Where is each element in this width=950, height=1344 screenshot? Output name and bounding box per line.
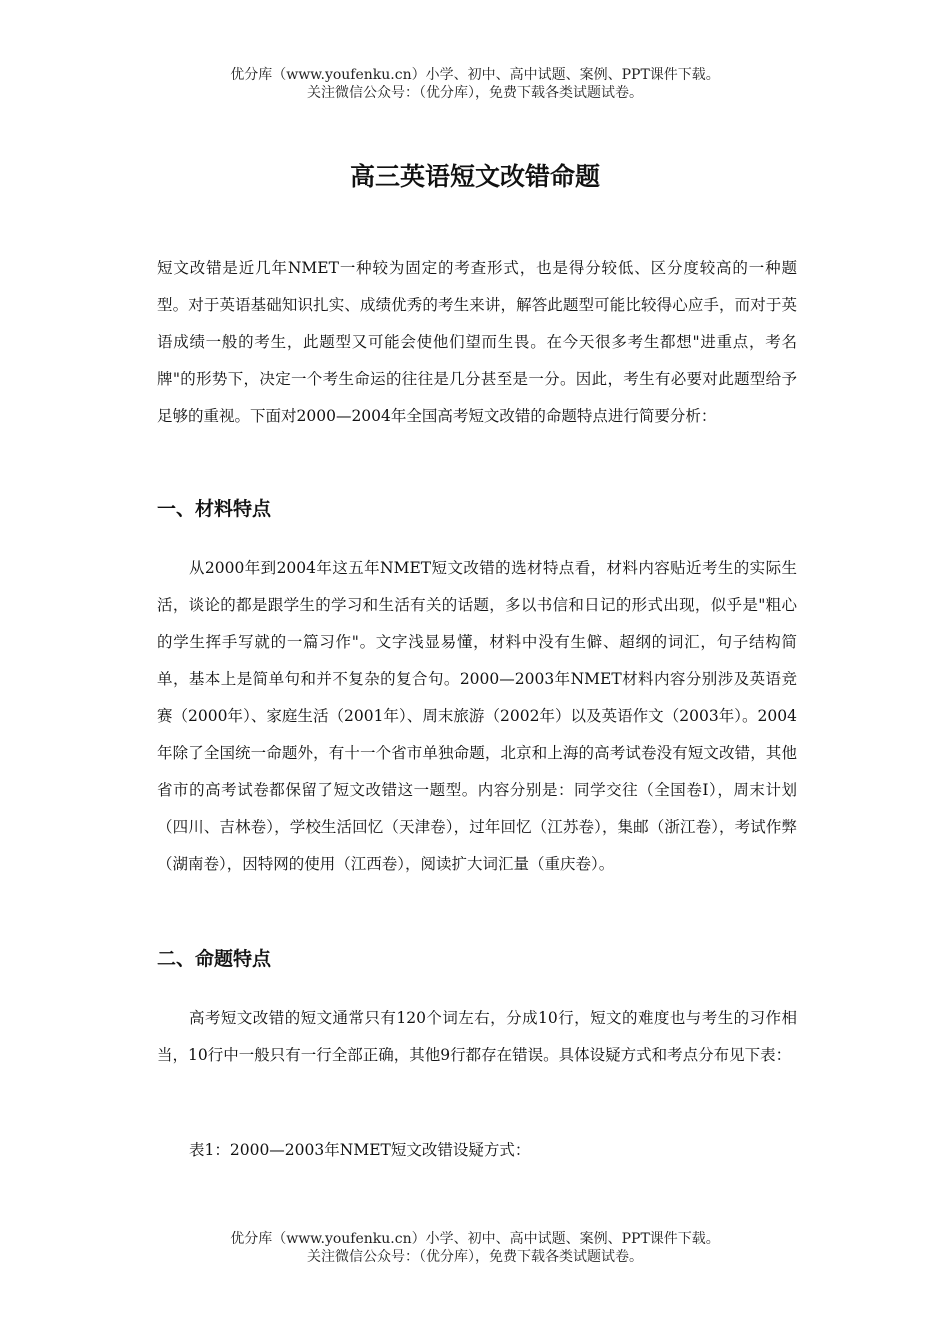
footer-line-2: 关注微信公众号：（优分库），免费下载各类试题试卷。 <box>307 1249 643 1265</box>
proposition-paragraph: 高考短文改错的短文通常只有120个词左右，分成10行，短文的难度也与考生的习作相当，10行中一般只有一行全部正确，其他9行都存在错误。具体设疑方式和考点分布见下表： <box>157 1009 797 1064</box>
page-header <box>0 66 950 102</box>
header-line-2: 关注微信公众号：（优分库），免费下载各类试题试卷。 <box>307 85 643 101</box>
table-caption: 表1：2000—2003年NMET短文改错设疑方式： <box>189 1141 531 1159</box>
intro-paragraph: 短文改错是近几年NMET一种较为固定的考查形式，也是得分较低、区分度较高的一种题型。对于英语基础知识扎实、成绩优秀的考生来讲，解答此题型可能比较得心应手，而对于英语成绩一般的考生，此题型又可能会使他们望而生畏。在今天很多考生都想"进重点，考名牌"的形势下，决定一个考生命运的往往是几分甚至是一分。因此，考生有必要对此题型给予足够的重视。下面对2000—2004年全国高考短文改错的命题特点进行简要分析： <box>157 259 797 425</box>
page-footer <box>0 1230 950 1266</box>
section-heading-materials: 一、材料特点 <box>157 498 272 520</box>
materials-paragraph: 从2000年到2004年这五年NMET短文改错的选材特点看，材料内容贴近考生的实际生活，谈论的都是跟学生的学习和生活有关的话题，多以书信和日记的形式出现，似乎是"粗心的学生挥手写就的一篇习作"。文字浅显易懂，材料中没有生僻、超纲的词汇，句子结构简单，基本上是简单句和并不复杂的复合句。2000—2003年NMET材料内容分别涉及英语竞赛（2000年）、家庭生活（2001年）、周末旅游（2002年）以及英语作文（2003年）。2004年除了全国统一命题外，有十一个省市单独命题，北京和上海的高考试卷没有短文改错，其他省市的高考试卷都保留了短文改错这一题型。内容分别是：同学交往（全国卷Ⅰ），周末计划（四川、吉林卷），学校生活回忆（天津卷），过年回忆（江苏卷），集邮（浙江卷），考试作弊（湖南卷），因特网的使用（江西卷），阅读扩大词汇量（重庆卷）。 <box>157 559 797 873</box>
document-title: 高三英语短文改错命题 <box>349 161 600 191</box>
footer-line-1: 优分库（www.youfenku.cn）小学、初中、高中试题、案例、PPT课件下载。 <box>230 1231 720 1247</box>
section-heading-proposition: 二、命题特点 <box>157 948 272 970</box>
header-line-1: 优分库（www.youfenku.cn）小学、初中、高中试题、案例、PPT课件下载。 <box>230 67 720 83</box>
